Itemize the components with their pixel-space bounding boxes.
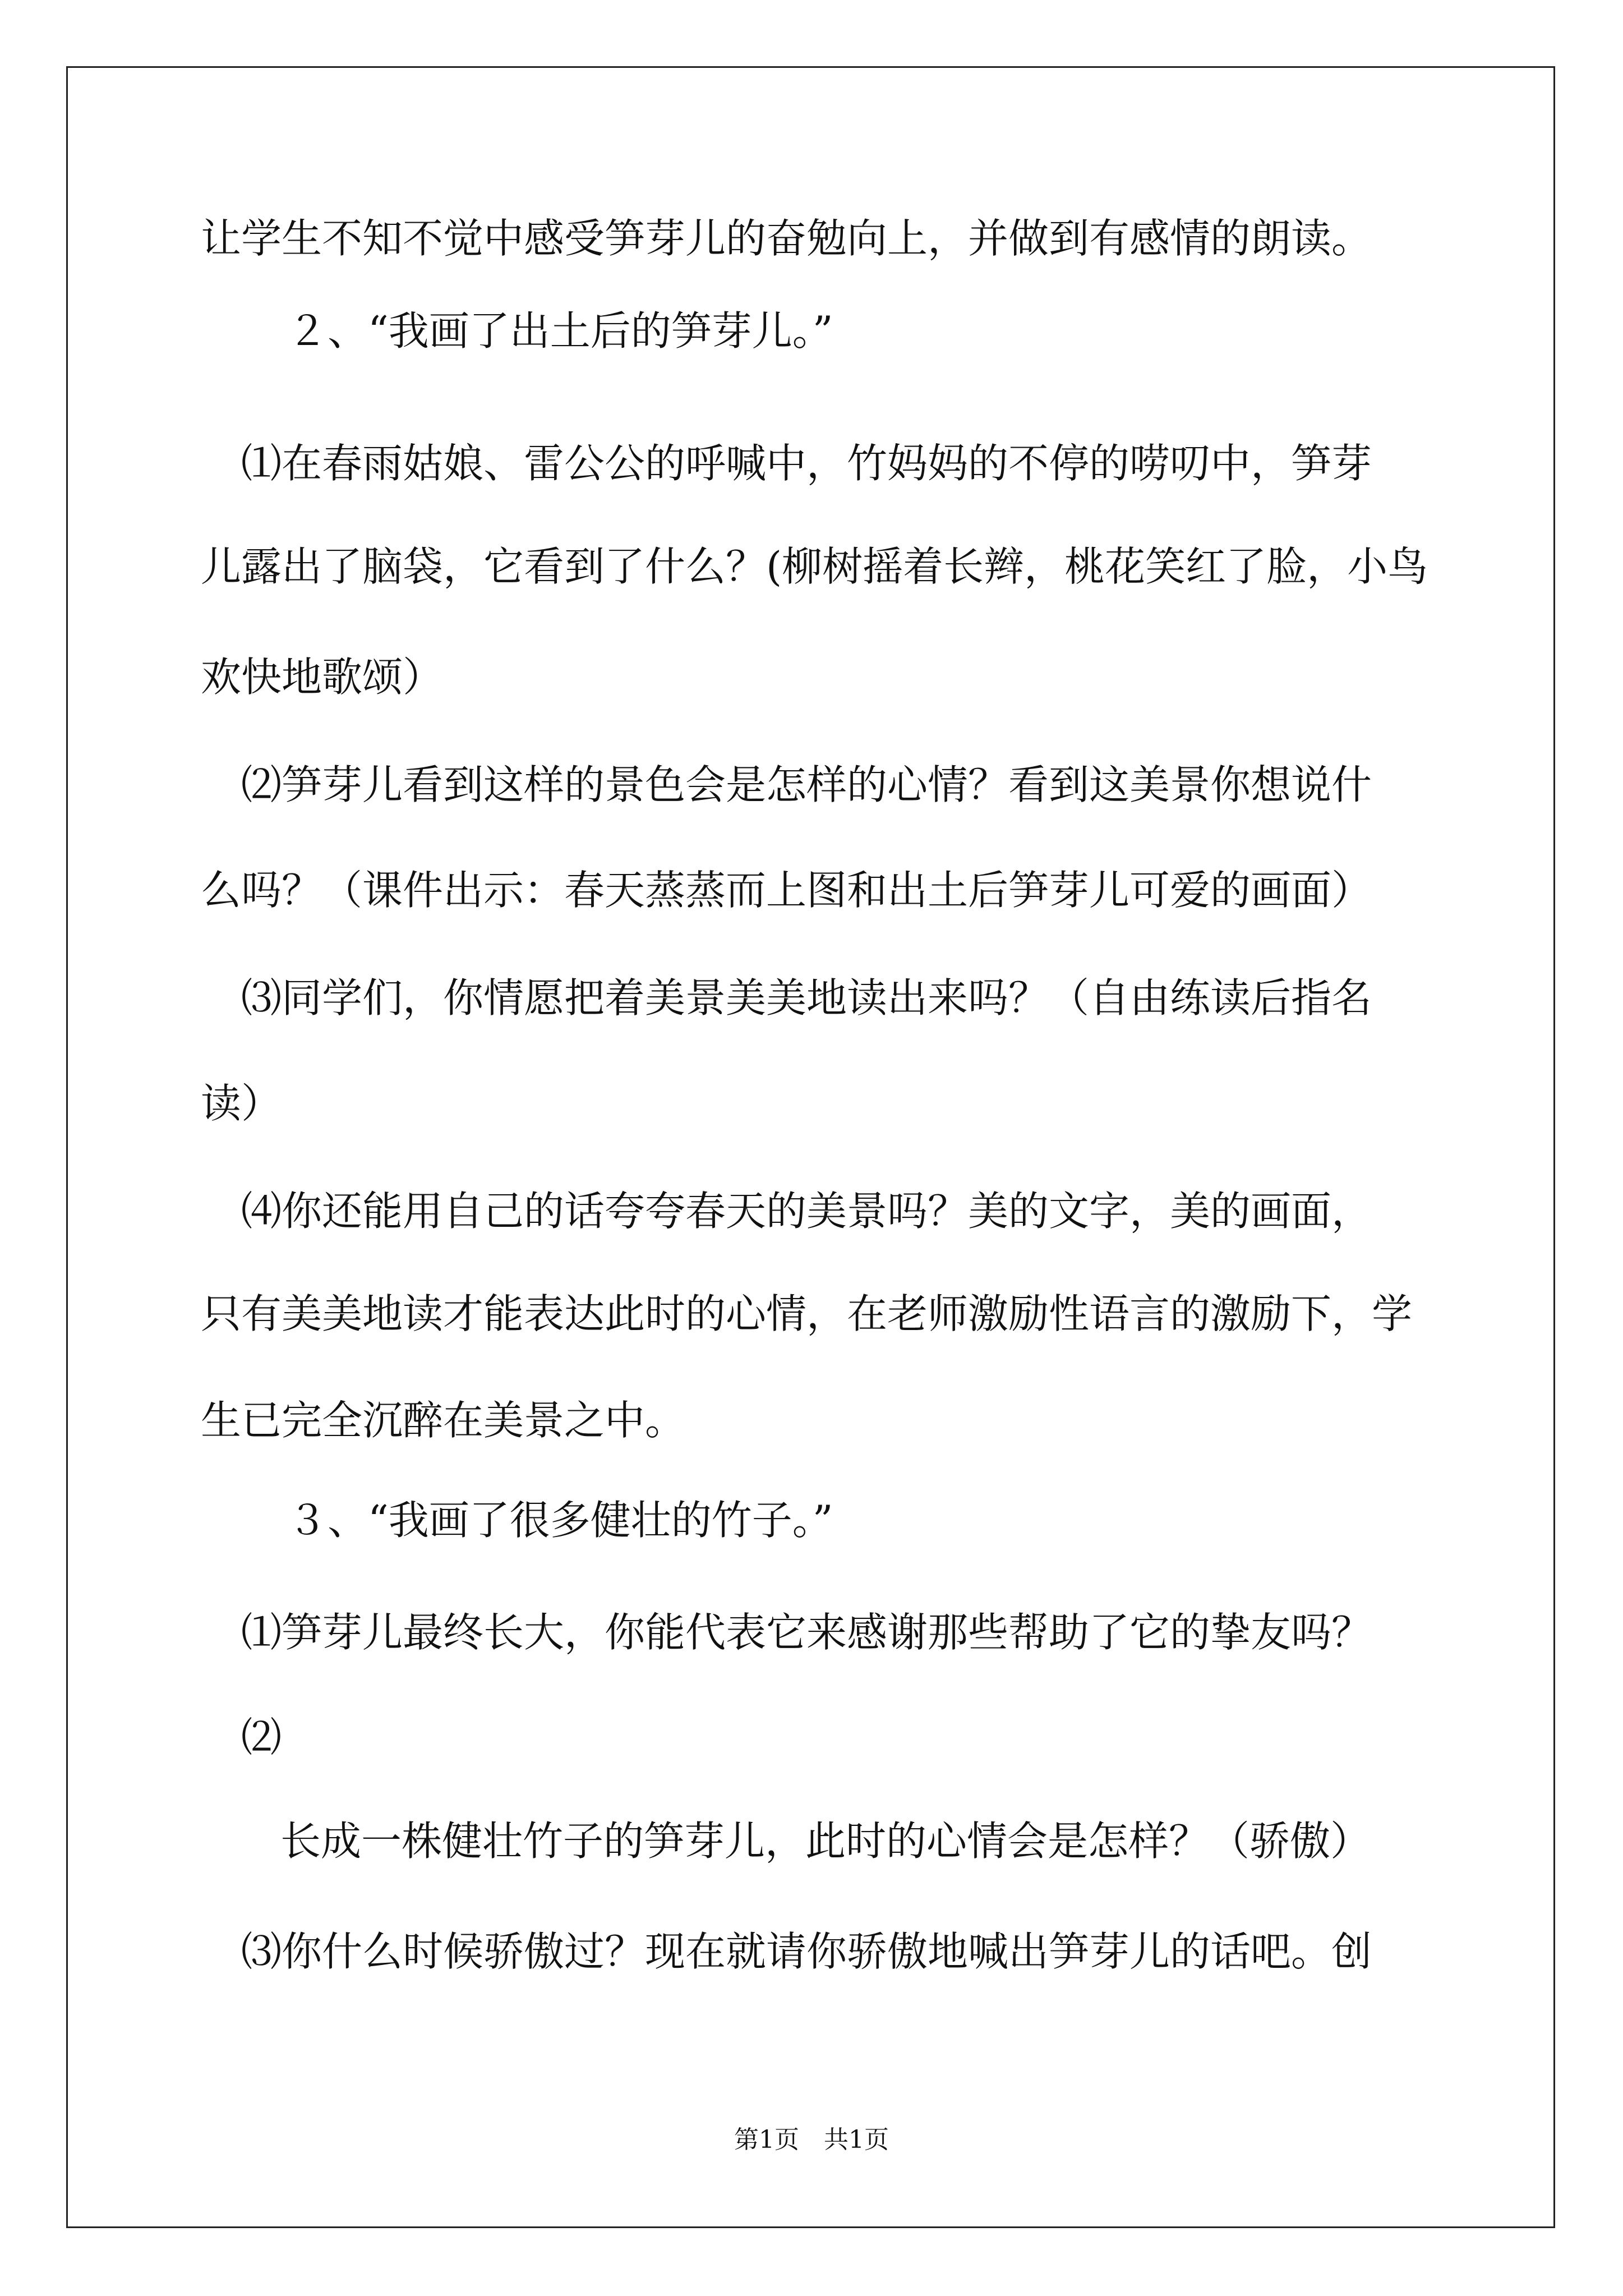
text-line-5: 欢快地歌颂） <box>201 654 444 701</box>
text-line-3: ⑴在春雨姑娘、雷公公的呼喊中，竹妈妈的不停的唠叨中，笋芽 <box>241 440 1372 487</box>
text-line-10: ⑷你还能用自己的话夸夸春天的美景吗？美的文字，美的画面， <box>241 1188 1372 1235</box>
text-line-16: 长成一株健壮竹子的笋芽儿，此时的心情会是怎样？（骄傲） <box>280 1818 1371 1865</box>
text-line-11: 只有美美地读才能表达此时的心情，在老师激励性语言的激励下，学 <box>201 1290 1413 1337</box>
text-line-9: 读） <box>201 1080 282 1127</box>
text-line-8: ⑶同学们，你情愿把着美景美美地读出来吗？（自由练读后指名 <box>241 974 1372 1022</box>
text-line-1: 让学生不知不觉中感受笋芽儿的奋勉向上，并做到有感情的朗读。 <box>201 215 1372 262</box>
text-line-6: ⑵笋芽儿看到这样的景色会是怎样的心情？看到这美景你想说什 <box>241 761 1372 808</box>
section-heading-3: ３、“我画了很多健壮的竹子。” <box>287 1497 833 1544</box>
page-footer: 第1页 共1页 <box>734 2125 889 2154</box>
text-line-7: 么吗？（课件出示：春天蒸蒸而上图和出土后笋芽儿可爱的画面） <box>201 867 1372 914</box>
text-line-4: 儿露出了脑袋，它看到了什么？(柳树摇着长辫，桃花笑红了脸，小鸟 <box>201 543 1428 590</box>
section-heading-2: ２、“我画了出土后的笋芽儿。” <box>287 307 833 355</box>
text-line-14: ⑴笋芽儿最终长大，你能代表它来感谢那些帮助了它的挚友吗？ <box>241 1609 1372 1656</box>
page-border <box>66 66 1555 2228</box>
text-line-12: 生已完全沉醉在美景之中。 <box>201 1397 686 1444</box>
text-line-17: ⑶你什么时候骄傲过？现在就请你骄傲地喊出笋芽儿的话吧。创 <box>241 1928 1372 1975</box>
text-line-15: ⑵ <box>241 1714 282 1761</box>
